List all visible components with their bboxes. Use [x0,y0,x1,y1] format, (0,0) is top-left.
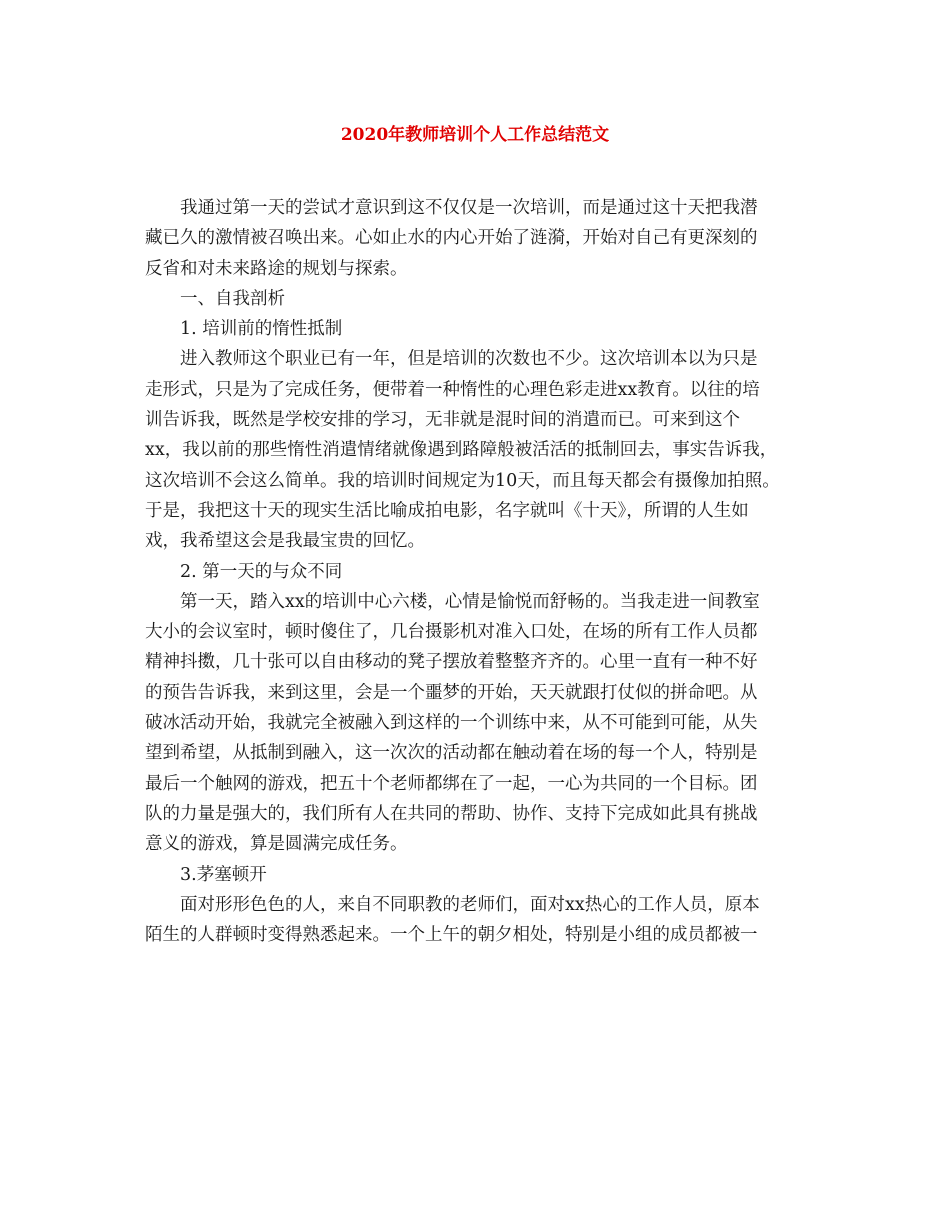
document-body [145,193,813,950]
body-line: 队的力量是强大的，我们所有人在共同的帮助、协作、支持下完成如此具有挑战 [145,803,758,824]
body-line: 2. 第一天的与众不同 [180,561,343,582]
body-line: 破冰活动开始，我就完全被融入到这样的一个训练中来，从不可能到可能，从失 [145,713,758,734]
body-line: 1. 培训前的惰性抵制 [180,319,343,340]
body-line: 3.茅塞顿开 [180,864,267,885]
body-line: 大小的会议室时，顿时傻住了，几台摄影机对准入口处，在场的所有工作人员都 [145,622,758,643]
body-line: 最后一个触网的游戏，把五十个老师都绑在了一起，一心为共同的一个目标。团 [145,773,758,794]
body-line: 我通过第一天的尝试才意识到这不仅仅是一次培训，而是通过这十天把我潜 [180,198,758,218]
body-line: xx，我以前的那些惰性消遣情绪就像遇到路障般被活活的抵制回去，事实告诉我， [145,440,778,461]
body-line: 陌生的人群顿时变得熟悉起来。一个上午的朝夕相处，特别是小组的成员都被一 [145,925,758,946]
body-line: 的预告告诉我，来到这里，会是一个噩梦的开始，天天就跟打仗似的拼命吧。从 [145,682,758,703]
body-line: 这次培训不会这么简单。我的培训时间规定为10天，而且每天都会有摄像加拍照。 [145,470,780,491]
body-line: 望到希望，从抵制到融入，这一次次的活动都在触动着在场的每一个人，特别是 [145,743,758,764]
body-line: 戏，我希望这会是我最宝贵的回忆。 [145,531,425,552]
body-line: 面对形形色色的人，来自不同职教的老师们，面对xx热心的工作人员，原本 [180,894,760,915]
body-line: 进入教师这个职业已有一年，但是培训的次数也不少。这次培训本以为只是 [180,349,758,370]
body-line: 一、自我剖析 [180,288,285,309]
document-title: 2020年教师培训个人工作总结范文 [340,125,610,145]
body-line: 训告诉我，既然是学校安排的学习，无非就是混时间的消遣而已。可来到这个 [145,410,740,431]
body-line: 第一天，踏入xx的培训中心六楼，心情是愉悦而舒畅的。当我走进一间教室 [180,591,760,612]
body-line: 反省和对未来路途的规划与探索。 [145,258,408,279]
body-line: 意义的游戏，算是圆满完成任务。 [145,834,408,855]
body-line: 藏已久的激情被召唤出来。心如止水的内心开始了涟漪，开始对自己有更深刻的 [145,228,758,249]
body-line: 精神抖擞，几十张可以自由移动的凳子摆放着整整齐齐的。心里一直有一种不好 [145,652,758,673]
body-line: 走形式，只是为了完成任务，便带着一种惰性的心理色彩走进xx教育。以往的培 [145,379,760,400]
body-line: 于是，我把这十天的现实生活比喻成拍电影，名字就叫《十天》，所谓的人生如 [145,500,749,521]
